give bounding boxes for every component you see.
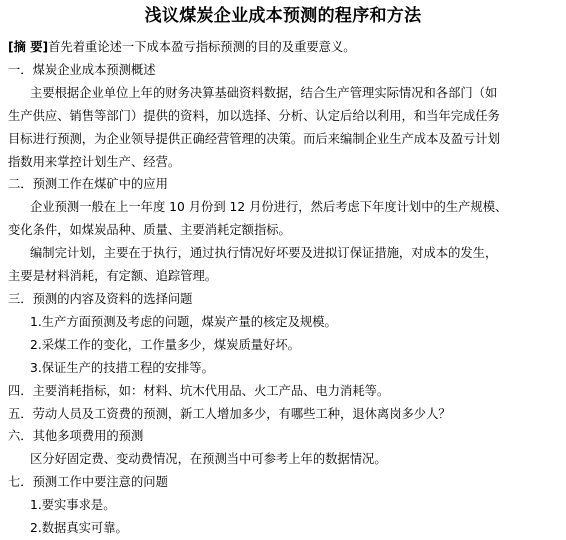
section-1-paragraph-line: 目标进行预测，为企业领导提供正确经营管理的决策。而后来编制企业生产成本及盈亏计划 [8, 131, 500, 146]
section-6-heading: 六．其他多项费用的预测 [8, 429, 144, 444]
abstract-line [8, 36, 558, 59]
abstract-tag: [摘 要] [8, 40, 49, 54]
section-5-heading: 五．劳动人员及工资费的预测，新工人增加多少，有哪些工种，退休离岗多少人？ [8, 406, 451, 421]
section-7-list-item: 1.要实事求是。 [30, 498, 116, 513]
section-2-paragraph-line: 变化条件，如煤炭品种、质量、主要消耗定额指标。 [8, 223, 291, 238]
section-1-paragraph-line: 指数用来掌控计划生产、经营。 [8, 154, 181, 169]
section-1-heading: 一．煤炭企业成本预测概述 [8, 62, 156, 77]
section-2-heading: 二．预测工作在煤矿中的应用 [8, 177, 168, 192]
section-3-list-item: 3.保证生产的技措工程的安排等。 [30, 360, 214, 375]
section-2-paragraph-line: 编制完计划，主要在于执行，通过执行情况好坏要及进拟订保证措施，对成本的发生， [30, 246, 498, 261]
section-3-list-item: 2.采煤工作的变化，工作量多少，煤炭质量好坏。 [30, 337, 300, 352]
section-6-paragraph-line: 区分好固定费、变动费情况，在预测当中可参考上年的数据情况。 [30, 452, 387, 467]
section-3-list-item: 1.生产方面预测及考虑的问题，煤炭产量的核定及规模。 [30, 314, 337, 329]
section-4-heading: 四．主要消耗指标，如：材料、坑木代用品、火工产品、电力消耗等。 [8, 383, 390, 398]
section-1-paragraph-line: 生产供应、销售等部门）提供的资料，加以选择、分析、认定后给以利用，和当年完成任务 [8, 108, 500, 123]
section-2-paragraph-line: 企业预测一般在上一年度 10 月份到 12 月份进行，然后考虑下年度计划中的生产规模、 [30, 200, 508, 215]
section-1-paragraph-line: 主要根据企业单位上年的财务决算基础资料数据，结合生产管理实际情况和各部门（如 [30, 85, 498, 100]
section-3-heading: 三．预测的内容及资料的选择问题 [8, 291, 193, 306]
abstract-text: 首先着重论述一下成本盈亏指标预测的目的及重要意义。 [48, 40, 356, 54]
document-title: 浅议煤炭企业成本预测的程序和方法 [144, 6, 422, 26]
section-7-heading: 七．预测工作中要注意的问题 [8, 475, 168, 490]
section-2-paragraph-line: 主要是材料消耗，有定额、追踪管理。 [8, 269, 218, 284]
section-7-list-item: 2.数据真实可靠。 [30, 521, 128, 536]
